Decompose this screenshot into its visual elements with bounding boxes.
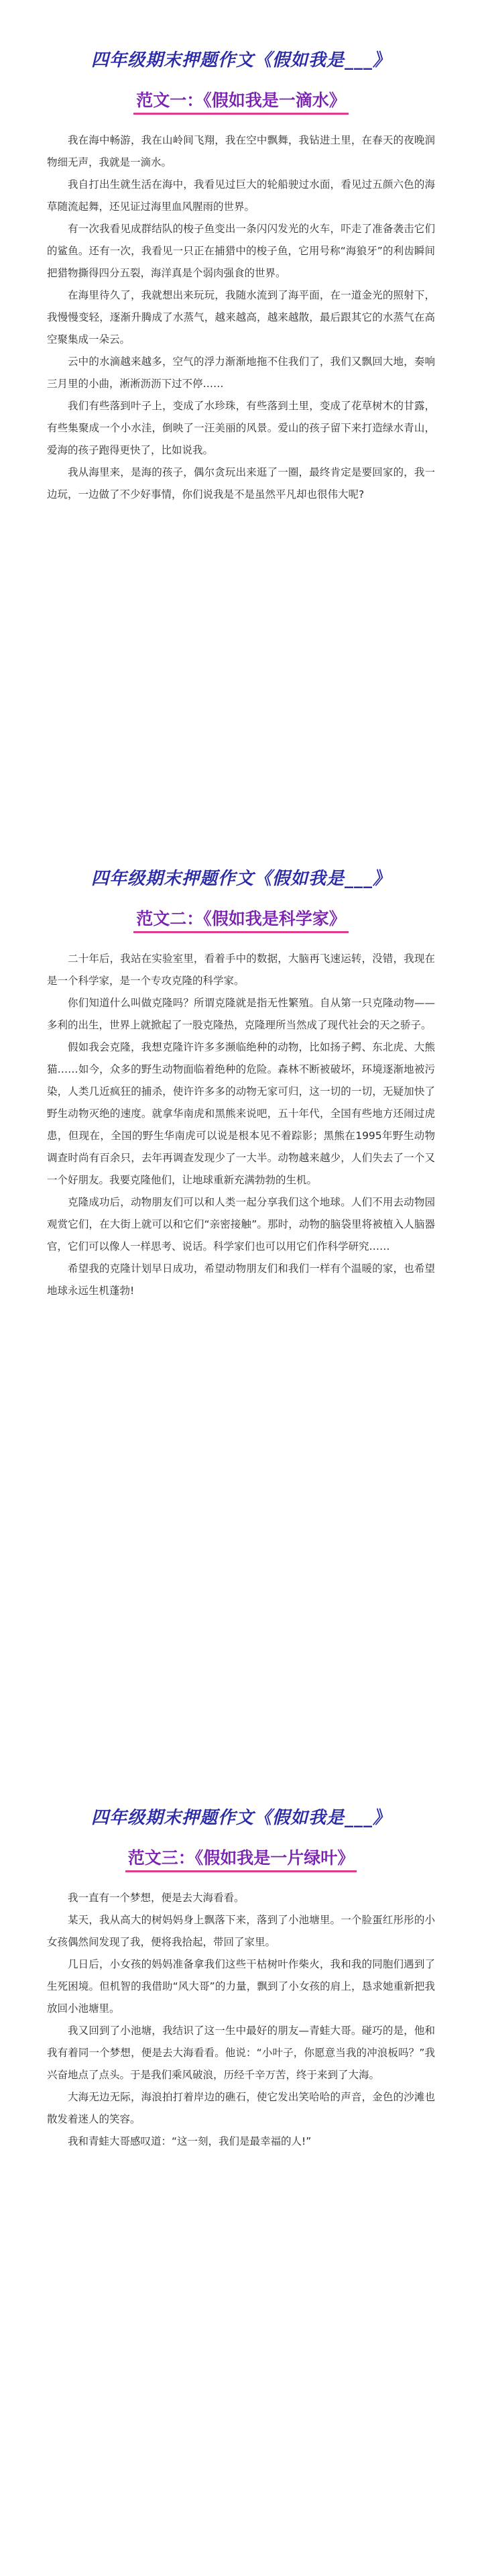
essay-subtitle: 范文三：《假如我是一片绿叶》	[125, 1843, 357, 1872]
essay-section-3	[0, 1805, 482, 2153]
essay-section-1	[0, 47, 482, 506]
paragraph: 我在海中畅游，我在山岭间飞翔，我在空中飘舞，我钻进土里，在春天的夜晚润物细无声，我就是一滴水。	[47, 134, 435, 168]
paragraph: 我们有些落到叶子上，变成了水珍珠，有些落到土里，变成了花草树木的甘露，有些集聚成一个小水洼，倒映了一汪美丽的风景。爱山的孩子留下来打造绿水青山，爱海的孩子跑得更快了，比如说我。	[47, 400, 435, 456]
paragraph: 某天，我从高大的树妈妈身上飘落下来，落到了小池塘里。一个脸蛋红彤彤的小女孩偶然间发现了我，便将我拾起，带回了家里。	[47, 1914, 435, 1948]
section-title: 四年级期末押题作文《假如我是___》	[91, 1808, 391, 1828]
section-title: 四年级期末押题作文《假如我是___》	[91, 869, 391, 889]
paragraph: 几日后，小女孩的妈妈准备拿我们这些干枯树叶作柴火，我和我的同胞们遇到了生死困境。但机智的我借助“风大哥”的力量，飘到了小女孩的肩上，恳求她重新把我放回小池塘里。	[47, 1958, 435, 2015]
essay-subtitle: 范文一：《假如我是一滴水》	[133, 86, 349, 115]
section-title: 四年级期末押题作文《假如我是___》	[91, 50, 391, 70]
paragraph: 我自打出生就生活在海中，我看见过巨大的轮船驶过水面，看见过五颜六色的海草随流起舞，还见证过海里血风腥雨的世界。	[47, 178, 435, 213]
paragraph: 我一直有一个梦想，便是去大海看看。	[68, 1892, 245, 1904]
paragraph: 我又回到了小池塘，我结识了这一生中最好的朋友—青蛙大哥。碰巧的是，他和我有着同一个梦想，便是去大海看看。他说：“小叶子，你愿意当我的冲浪板吗？”我兴奋地点了点头。于是我们乘风破浪，历经千辛万苦，终于来到了大海。	[47, 2025, 435, 2081]
paragraph: 我从海里来，是海的孩子，偶尔贪玩出来逛了一圈，最终肯定是要回家的，我一边玩，一边做了不少好事情，你们说我是不是虽然平凡却也很伟大呢?	[47, 466, 435, 500]
paragraph: 在海里待久了，我就想出来玩玩，我随水流到了海平面，在一道金光的照射下，我慢慢变轻，逐渐升腾成了水蒸气，越来越高，越来越散，最后跟其它的水蒸气在高空聚集成一朵云。	[47, 289, 435, 345]
paragraph: 云中的水滴越来越多，空气的浮力渐渐地拖不住我们了，我们又飘回大地，奏响三月里的小曲，淅淅沥沥下过不停……	[47, 356, 435, 390]
paragraph: 大海无边无际，海浪拍打着岸边的礁石，使它发出笑哈哈的声音，金色的沙滩也散发着迷人的笑容。	[47, 2091, 435, 2125]
paragraph: 我和青蛙大哥感叹道：“这一刻，我们是最幸福的人!”	[68, 2135, 312, 2147]
paragraph: 克隆成功后，动物朋友们可以和人类一起分享我们这个地球。人们不用去动物园观赏它们，在大街上就可以和它们“亲密接触”。那时，动物的脑袋里将被植入人脑器官，它们可以像人一样思考、说话。科学家们也可以用它们作科学研究……	[47, 1196, 435, 1252]
paragraph: 希望我的克隆计划早日成功，希望动物朋友们和我们一样有个温暖的家，也希望地球永远生机蓬勃!	[47, 1263, 435, 1297]
essay-section-2	[0, 865, 482, 1302]
paragraph: 有一次我看见成群结队的梭子鱼变出一条闪闪发光的火车，吓走了准备袭击它们的鲨鱼。还有一次，我看见一只正在捕猎中的梭子鱼，它用号称“海狼牙”的利齿瞬间把猎物撕得四分五裂，海洋真是个弱肉强食的世界。	[47, 223, 435, 279]
paragraph: 二十年后，我站在实验室里，看着手中的数据，大脑再飞速运转，没错，我现在是一个科学家，是一个专攻克隆的科学家。	[47, 953, 435, 987]
essay-subtitle: 范文二：《假如我是科学家》	[133, 904, 349, 933]
paragraph: 假如我会克隆，我想克隆许许多多濒临绝种的动物，比如扬子鳄、东北虎、大熊猫……如今，众多的野生动物面临着绝种的危险。森林不断被破坏，环境逐渐地被污染，人类几近疯狂的捕杀，使许许多多的动物无家可归，这一切的一切，无疑加快了野生动物灭绝的速度。就拿华南虎和黑熊来说吧，五十年代，全国有些地方还闹过虎患，但现在，全国的野生华南虎可以说是根本见不着踪影；黑熊在1995年野生动物调查时尚有百余只，去年再调查发现少了一大半。动物越来越少，人们失去了一个又一个好朋友。我要克隆他们，让地球重新充满勃勃的生机。	[47, 1041, 435, 1186]
paragraph: 你们知道什么叫做克隆吗？所谓克隆就是指无性繁殖。自从第一只克隆动物——多利的出生，世界上就掀起了一股克隆热，克隆理所当然成了现代社会的天之骄子。	[47, 997, 435, 1031]
